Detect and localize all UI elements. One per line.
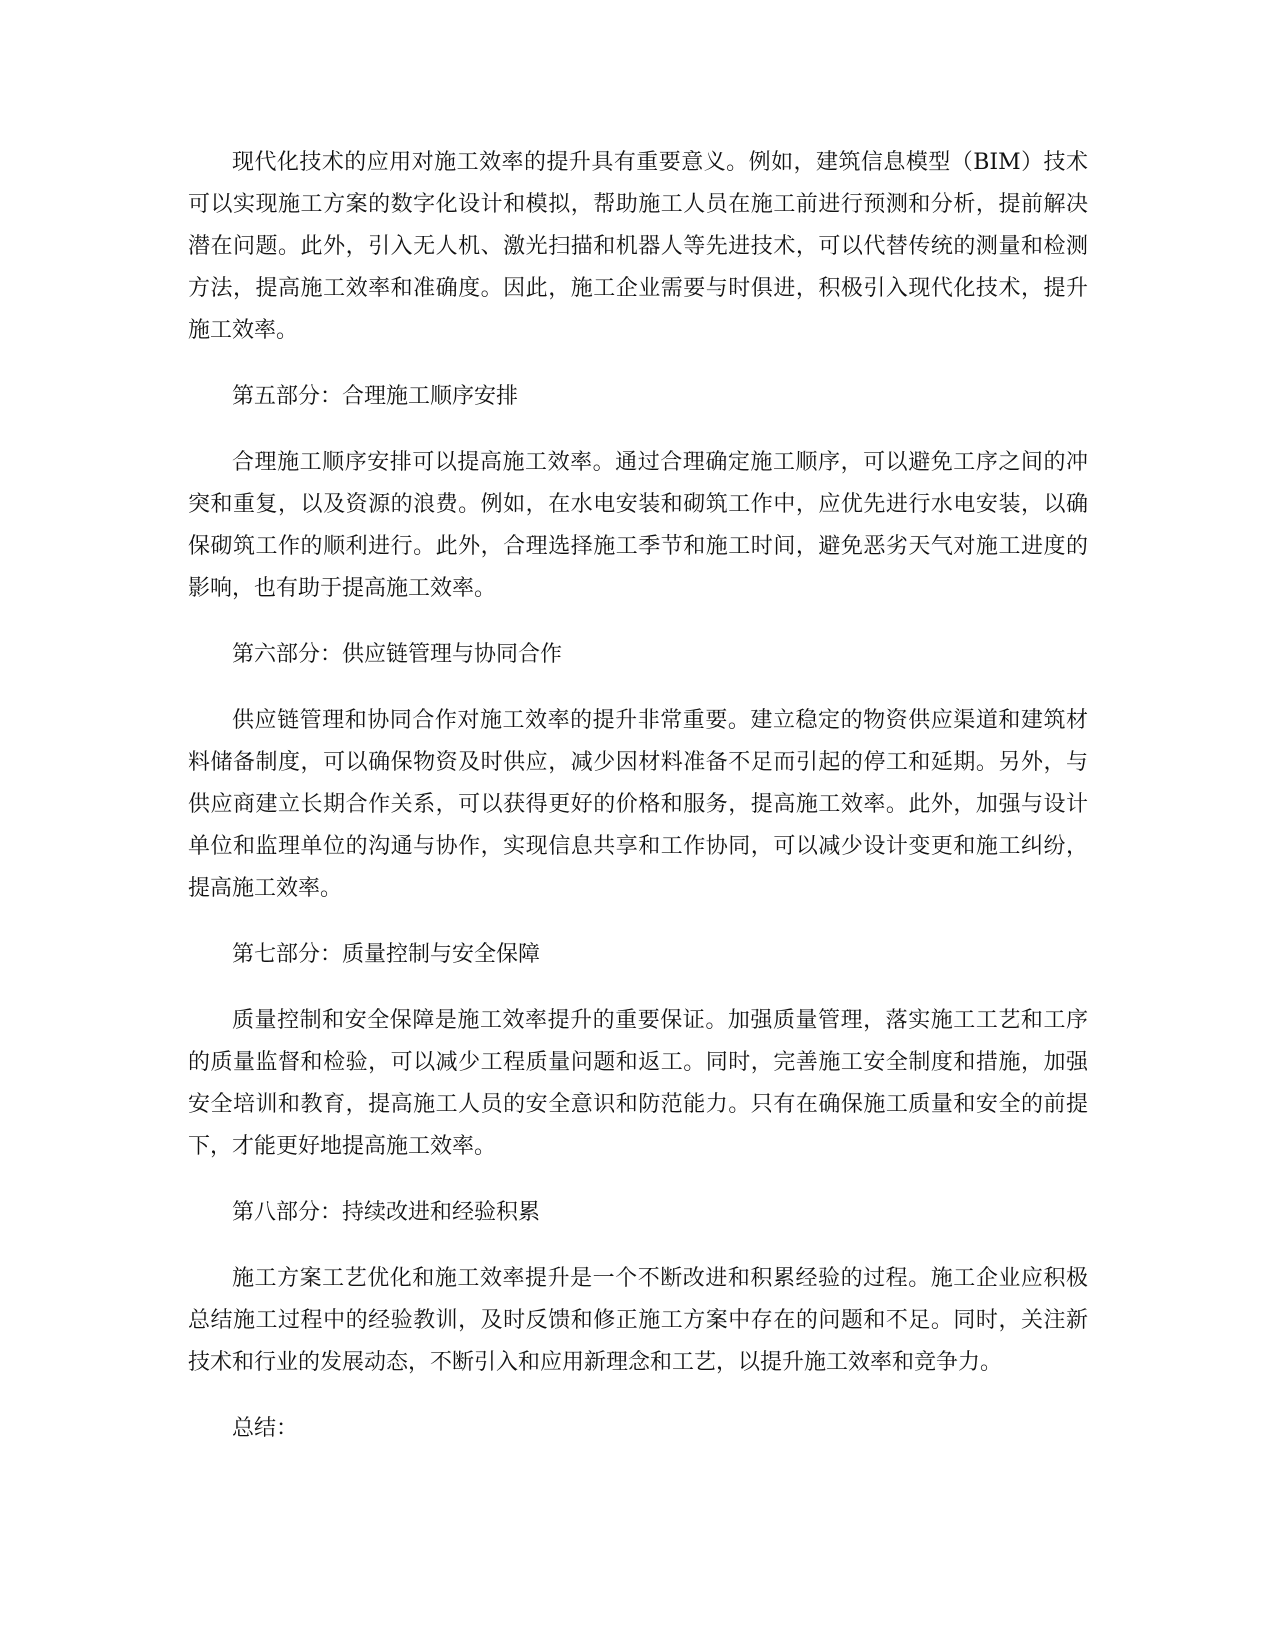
section-heading-part-5: 第五部分：合理施工顺序安排 (232, 384, 519, 409)
paragraph-construction-sequence: 合理施工顺序安排可以提高施工效率。通过合理确定施工顺序，可以避免工序之间的冲突和重复，以及资源的浪费。例如，在水电安装和砌筑工作中，应优先进行水电安装，以确保砌筑工作的顺利进行。此外，合理选择施工季节和施工时间，避免恶劣天气对施工进度的影响，也有助于提高施工效率。 (188, 450, 1088, 601)
section-heading-part-8: 第八部分：持续改进和经验积累 (232, 1200, 541, 1225)
paragraph-continuous-improvement: 施工方案工艺优化和施工效率提升是一个不断改进和积累经验的过程。施工企业应积极总结施工过程中的经验教训，及时反馈和修正施工方案中存在的问题和不足。同时，关注新技术和行业的发展动态，不断引入和应用新理念和工艺，以提升施工效率和竞争力。 (188, 1266, 1088, 1375)
section-heading-part-6: 第六部分：供应链管理与协同合作 (232, 642, 563, 667)
document-page (188, 142, 1088, 1474)
paragraph-supply-chain: 供应链管理和协同合作对施工效率的提升非常重要。建立稳定的物资供应渠道和建筑材料储备制度，可以确保物资及时供应，减少因材料准备不足而引起的停工和延期。另外，与供应商建立长期合作关系，可以获得更好的价格和服务，提高施工效率。此外，加强与设计单位和监理单位的沟通与协作，实现信息共享和工作协同，可以减少设计变更和施工纠纷，提高施工效率。 (188, 708, 1088, 901)
paragraph-bim-technology: 现代化技术的应用对施工效率的提升具有重要意义。例如，建筑信息模型（BIM）技术可以实现施工方案的数字化设计和模拟，帮助施工人员在施工前进行预测和分析，提前解决潜在问题。此外，引入无人机、激光扫描和机器人等先进技术，可以代替传统的测量和检测方法，提高施工效率和准确度。因此，施工企业需要与时俱进，积极引入现代化技术，提升施工效率。 (188, 150, 1088, 343)
paragraph-quality-safety: 质量控制和安全保障是施工效率提升的重要保证。加强质量管理，落实施工工艺和工序的质量监督和检验，可以减少工程质量问题和返工。同时，完善施工安全制度和措施，加强安全培训和教育，提高施工人员的安全意识和防范能力。只有在确保施工质量和安全的前提下，才能更好地提高施工效率。 (188, 1008, 1088, 1159)
section-heading-summary: 总结： (232, 1416, 299, 1441)
section-heading-part-7: 第七部分：质量控制与安全保障 (232, 942, 541, 967)
